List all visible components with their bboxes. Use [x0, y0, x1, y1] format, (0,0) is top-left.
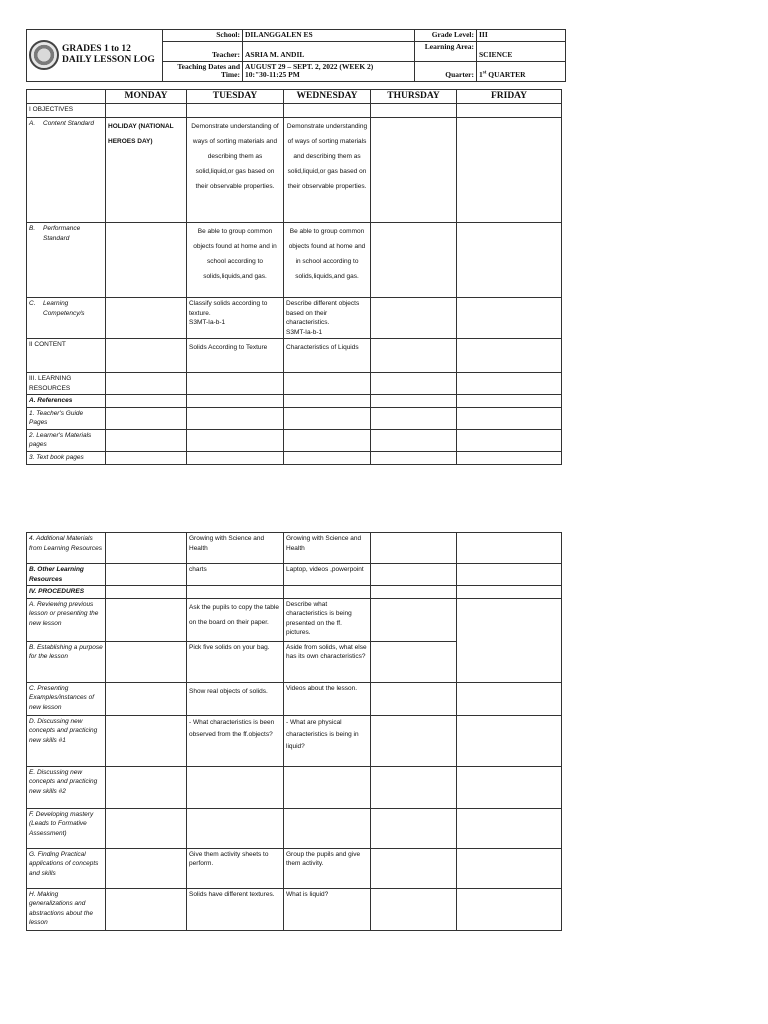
- lesson-table-page2: [26, 532, 562, 931]
- other-resources-row: [27, 564, 562, 586]
- tuesday-discussing-1: - What characteristics is been observed from the ff.objects?: [187, 715, 284, 766]
- wednesday-purpose: Aside from solids, what else has its own characteristics?: [284, 641, 371, 682]
- references-row: [27, 395, 562, 408]
- teaching-dates-range: AUGUST 29 – SEPT. 2, 2022 (WEEK 2): [245, 61, 374, 71]
- tuesday-competency: [187, 298, 284, 339]
- day-friday: FRIDAY: [457, 90, 562, 104]
- grade-level-label: Grade Level:: [415, 30, 477, 42]
- wednesday-competency-code: S3MT-Ia-b-1: [286, 328, 323, 336]
- dll-header: [26, 29, 566, 82]
- quarter-suffix: st: [482, 70, 487, 76]
- tuesday-content: Solids According to Texture: [187, 339, 284, 373]
- tuesday-performance-standard: Be able to group common objects found at home and in school according to solids,liquids,and gas.: [187, 223, 284, 298]
- practical-applications-label: G. Finding Practical applications of concepts and skills: [27, 848, 106, 888]
- grade-level-value: III: [477, 30, 566, 42]
- wednesday-performance-standard: Be able to group common objects found at home and in school according to solids,liquids,and gas.: [284, 223, 371, 298]
- wednesday-presenting: Videos about the lesson.: [284, 682, 371, 715]
- additional-materials-label: 4. Additional Materials from Learning Resources: [27, 533, 106, 564]
- reviewing-label: A. Reviewing previous lesson or presenting the new lesson: [27, 598, 106, 641]
- monday-holiday: HOLIDAY (NATIONAL HEROES DAY): [106, 118, 187, 223]
- lesson-table-page1: [26, 89, 562, 465]
- wednesday-generalizations: What is liquid?: [284, 888, 371, 930]
- learning-resources-label: III. LEARNING RESOURCES: [27, 373, 106, 395]
- discussing-2-label: E. Discussing new concepts and practicing new skills #2: [27, 766, 106, 808]
- references-label: A. References: [27, 395, 106, 408]
- generalizations-label: H. Making generalizations and abstractions about the lesson: [27, 888, 106, 930]
- tuesday-additional-materials: Growing with Science and Health: [187, 533, 284, 564]
- teacher-label: Teacher:: [163, 41, 243, 61]
- school-value: DILANGGALEN ES: [243, 30, 415, 42]
- practical-applications-row: [27, 848, 562, 888]
- wednesday-applications: Group the pupils and give them activity.: [284, 848, 371, 888]
- day-tuesday: TUESDAY: [187, 90, 284, 104]
- performance-standard-row: [27, 223, 562, 298]
- content-standard-label: [27, 118, 106, 223]
- learners-materials-row: [27, 429, 562, 451]
- purpose-label: B. Establishing a purpose for the lesson: [27, 641, 106, 682]
- wednesday-content-standard: Demonstrate understanding of ways of sorting materials and describing them as solid,liquid,or gas based on their observable properties.: [284, 118, 371, 223]
- learning-competency-label: [27, 298, 106, 339]
- tuesday-content-standard: Demonstrate understanding of ways of sorting materials and describing them as solid,liquid,or gas based on their observable properties.: [187, 118, 284, 223]
- logo-cell: [27, 30, 163, 82]
- content-standard-row: [27, 118, 562, 223]
- day-header-row: [27, 90, 562, 104]
- discussing-1-label: D. Discussing new concepts and practicing new skills #1: [27, 715, 106, 766]
- teaching-dates-value: [243, 61, 415, 81]
- teachers-guide-row: [27, 407, 562, 429]
- tuesday-other-resources: charts: [187, 564, 284, 586]
- procedures-row: [27, 586, 562, 599]
- textbook-pages-label: 3. Text book pages: [27, 451, 106, 464]
- teaching-time: 10:"30-11:25 PM: [245, 70, 300, 79]
- performance-standard-letter: B.: [29, 225, 36, 232]
- developing-mastery-row: [27, 808, 562, 848]
- learning-competency-text: Learning Competency/s: [43, 300, 85, 317]
- deped-seal-icon: [29, 40, 59, 70]
- performance-standard-text: Performance Standard: [43, 225, 81, 242]
- tuesday-presenting: Show real objects of solids.: [187, 682, 284, 715]
- wednesday-content: Characteristics of Liquids: [284, 339, 371, 373]
- wednesday-reviewing: Describe what characteristics is being presented on the ff. pictures.: [284, 598, 371, 641]
- generalizations-row: [27, 888, 562, 930]
- teaching-dates-label: Teaching Dates and Time:: [163, 61, 243, 81]
- day-wednesday: WEDNESDAY: [284, 90, 371, 104]
- quarter-value: [477, 61, 566, 81]
- wednesday-competency: [284, 298, 371, 339]
- content-row: [27, 339, 562, 373]
- learners-materials-label: 2. Learner's Materials pages: [27, 429, 106, 451]
- presenting-examples-row: [27, 682, 562, 715]
- content-standard-text: Content Standard: [43, 120, 94, 127]
- learning-resources-row: [27, 373, 562, 395]
- learning-area-label: Learning Area:: [415, 41, 477, 61]
- textbook-pages-row: [27, 451, 562, 464]
- discussing-2-row: [27, 766, 562, 808]
- wednesday-competency-text: Describe different objects based on their characteristics.: [286, 300, 360, 326]
- learning-area-value: SCIENCE: [477, 41, 566, 61]
- day-monday: MONDAY: [106, 90, 187, 104]
- tuesday-competency-text: Classify solids according to texture.: [189, 300, 268, 317]
- content-label: II CONTENT: [27, 339, 106, 373]
- tuesday-reviewing: Ask the pupils to copy the table on the board on their paper.: [187, 598, 284, 641]
- learning-competency-row: [27, 298, 562, 339]
- quarter-text: QUARTER: [486, 70, 526, 79]
- performance-standard-label: [27, 223, 106, 298]
- day-thursday: THURSDAY: [371, 90, 457, 104]
- content-standard-letter: A.: [29, 120, 36, 127]
- discussing-1-row: [27, 715, 562, 766]
- developing-mastery-label: F. Developing mastery (Leads to Formative Assessment): [27, 808, 106, 848]
- teachers-guide-label: 1. Teacher's Guide Pages: [27, 407, 106, 429]
- corner-cell: [27, 90, 106, 104]
- tuesday-generalizations: Solids have different textures.: [187, 888, 284, 930]
- tuesday-competency-code: S3MT-Ia-b-1: [189, 319, 226, 326]
- quarter-number: 1: [479, 70, 483, 79]
- logo-title-line2: DAILY LESSON LOG: [62, 55, 155, 66]
- reviewing-row: [27, 598, 562, 641]
- objectives-row: [27, 104, 562, 118]
- logo-title-line1: GRADES 1 to 12: [62, 44, 131, 55]
- wednesday-additional-materials: Growing with Science and Health: [284, 533, 371, 564]
- learning-competency-letter: C.: [29, 300, 36, 307]
- tuesday-applications: Give them activity sheets to perform.: [187, 848, 284, 888]
- wednesday-other-resources: Laptop, videos ,powerpoint: [284, 564, 371, 586]
- teacher-value: ASRIA M. ANDIL: [243, 41, 415, 61]
- objectives-label: I OBJECTIVES: [27, 104, 106, 118]
- procedures-label: IV. PROCEDURES: [27, 586, 106, 599]
- school-label: School:: [163, 30, 243, 42]
- additional-materials-row: [27, 533, 562, 564]
- tuesday-purpose: Pick five solids on your bag.: [187, 641, 284, 682]
- wednesday-discussing-1: - What are physical characteristics is being in liquid?: [284, 715, 371, 766]
- presenting-examples-label: C. Presenting Examples/instances of new lesson: [27, 682, 106, 715]
- quarter-label: Quarter:: [415, 61, 477, 81]
- other-resources-label: B. Other Learning Resources: [27, 564, 106, 586]
